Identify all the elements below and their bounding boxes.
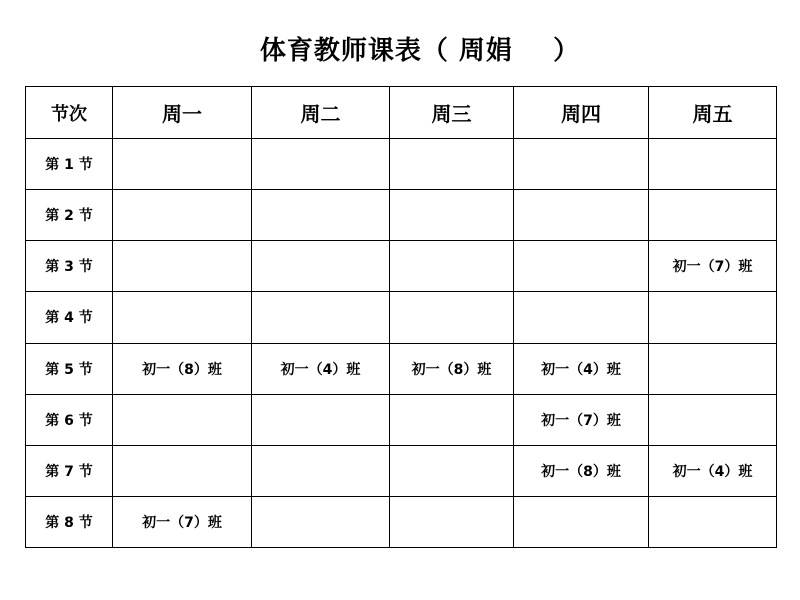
schedule-cell xyxy=(113,394,252,445)
table-row xyxy=(26,241,777,292)
schedule-cell xyxy=(649,343,777,394)
period-label: 第 7 节 xyxy=(26,445,113,496)
schedule-cell: 初一（4）班 xyxy=(649,445,777,496)
table-row xyxy=(26,292,777,343)
table-row xyxy=(26,190,777,241)
period-label: 第 1 节 xyxy=(26,139,113,190)
table-row xyxy=(26,496,777,547)
schedule-cell xyxy=(390,139,514,190)
schedule-cell xyxy=(113,292,252,343)
schedule-cell xyxy=(390,496,514,547)
day-header-fri: 周五 xyxy=(649,87,777,139)
schedule-cell: 初一（4）班 xyxy=(252,343,390,394)
schedule-cell xyxy=(514,190,649,241)
schedule-cell xyxy=(252,241,390,292)
schedule-cell xyxy=(649,190,777,241)
schedule-cell: 初一（7）班 xyxy=(113,496,252,547)
day-header-wed: 周三 xyxy=(390,87,514,139)
table-row xyxy=(26,394,777,445)
schedule-cell xyxy=(252,445,390,496)
schedule-cell xyxy=(252,394,390,445)
table-row xyxy=(26,139,777,190)
period-label: 第 3 节 xyxy=(26,241,113,292)
header-row xyxy=(26,87,777,139)
schedule-cell xyxy=(390,445,514,496)
schedule-cell xyxy=(252,496,390,547)
schedule-cell xyxy=(252,139,390,190)
period-label: 第 5 节 xyxy=(26,343,113,394)
schedule-cell xyxy=(514,292,649,343)
table-row xyxy=(26,343,777,394)
day-header-mon: 周一 xyxy=(113,87,252,139)
schedule-cell xyxy=(514,496,649,547)
schedule-cell xyxy=(649,139,777,190)
schedule-cell: 初一（8）班 xyxy=(514,445,649,496)
day-header-tue: 周二 xyxy=(252,87,390,139)
period-label: 第 2 节 xyxy=(26,190,113,241)
schedule-cell xyxy=(113,190,252,241)
schedule-cell: 初一（4）班 xyxy=(514,343,649,394)
schedule-table xyxy=(25,86,777,548)
schedule-cell xyxy=(390,292,514,343)
period-label: 第 6 节 xyxy=(26,394,113,445)
schedule-cell xyxy=(390,394,514,445)
schedule-cell xyxy=(252,190,390,241)
corner-header: 节次 xyxy=(26,87,113,139)
table-row xyxy=(26,445,777,496)
day-header-thu: 周四 xyxy=(514,87,649,139)
schedule-cell: 初一（8）班 xyxy=(390,343,514,394)
schedule-cell xyxy=(514,241,649,292)
schedule-cell xyxy=(113,445,252,496)
period-label: 第 4 节 xyxy=(26,292,113,343)
schedule-cell xyxy=(252,292,390,343)
schedule-cell xyxy=(113,241,252,292)
schedule-cell xyxy=(113,139,252,190)
schedule-cell xyxy=(649,496,777,547)
schedule-cell xyxy=(649,394,777,445)
schedule-cell: 初一（8）班 xyxy=(113,343,252,394)
period-label: 第 8 节 xyxy=(26,496,113,547)
schedule-cell xyxy=(390,241,514,292)
schedule-cell xyxy=(514,139,649,190)
page-title: 体育教师课表（ 周娟 ） xyxy=(259,36,581,66)
schedule-cell xyxy=(390,190,514,241)
schedule-cell xyxy=(649,292,777,343)
schedule-cell: 初一（7）班 xyxy=(514,394,649,445)
schedule-cell: 初一（7）班 xyxy=(649,241,777,292)
